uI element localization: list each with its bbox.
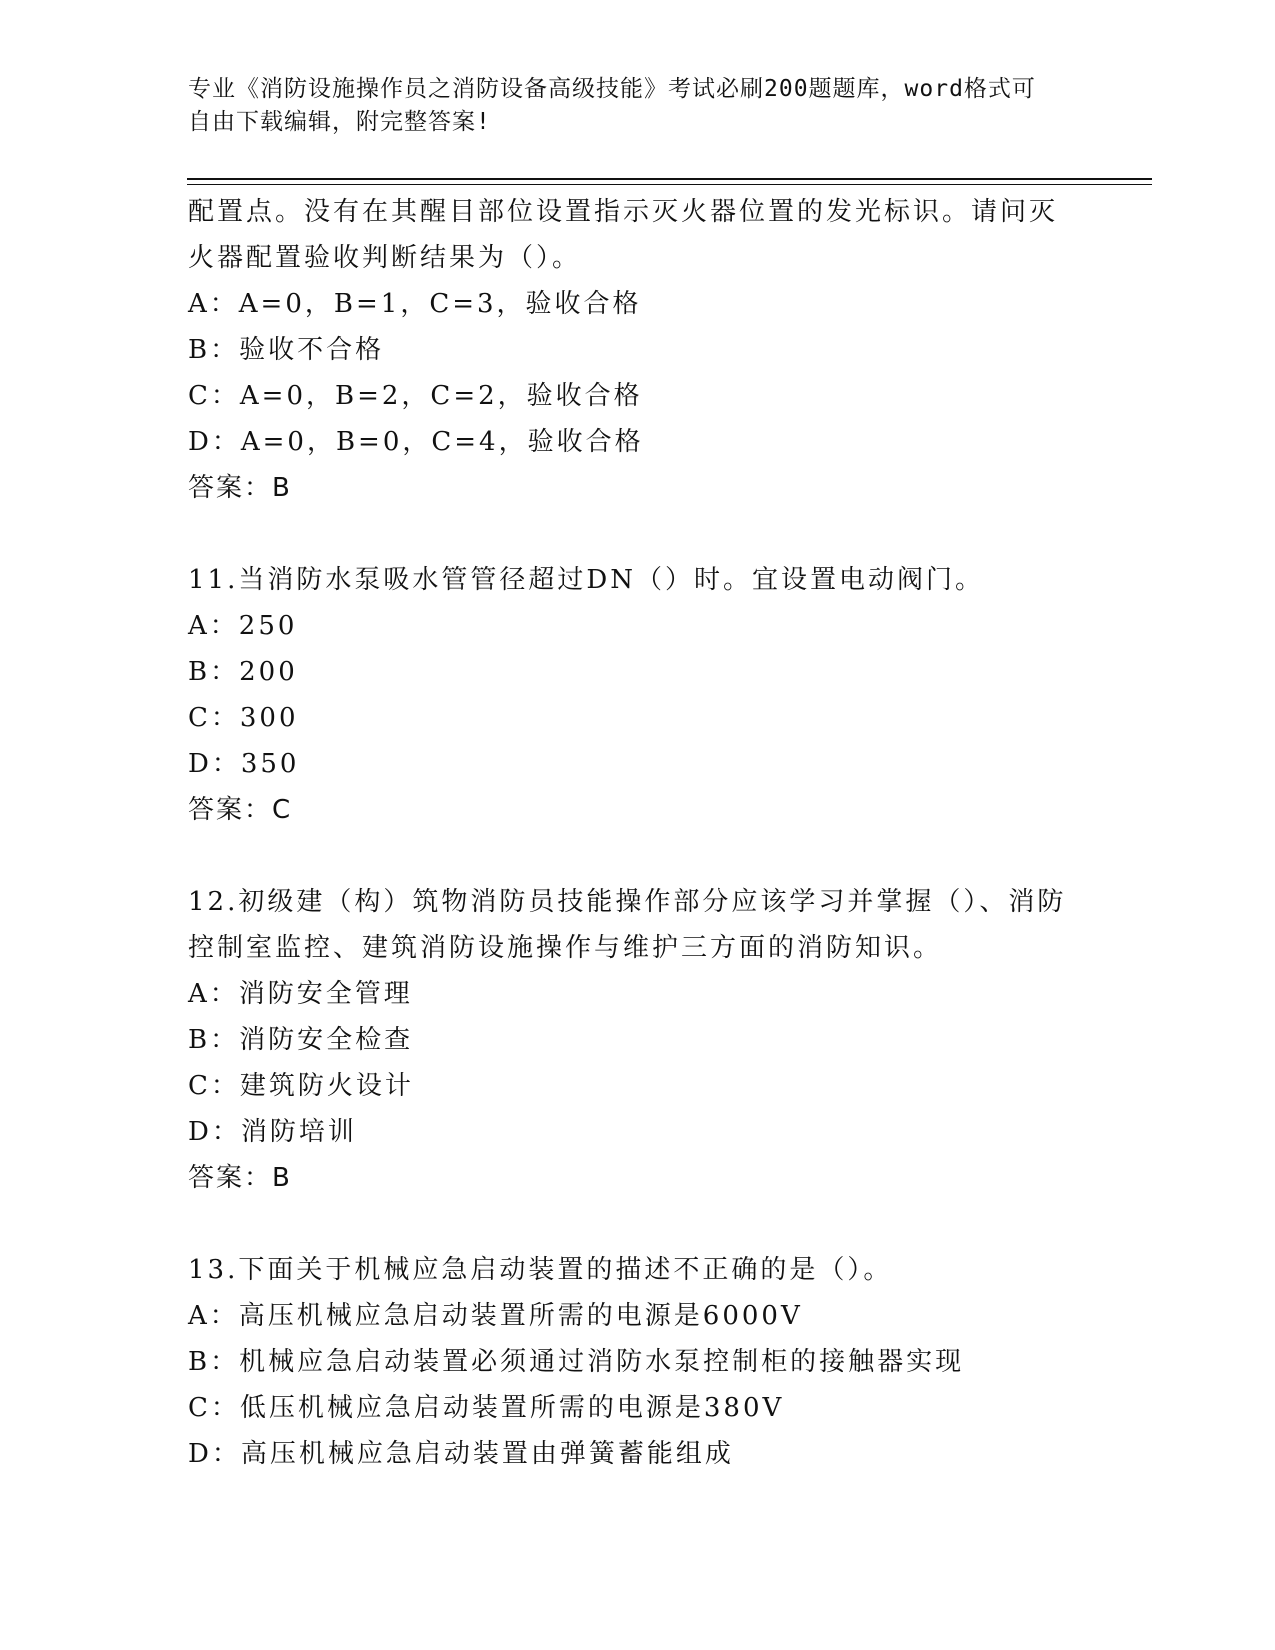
- question-10-option-a: A：A=0，B=1，C=3，验收合格: [188, 289, 642, 319]
- header-title-line-2: 自由下载编辑，附完整答案!: [188, 109, 491, 135]
- question-13-option-b: B：机械应急启动装置必须通过消防水泵控制柜的接触器实现: [188, 1347, 965, 1377]
- question-13-option-c: C：低压机械应急启动装置所需的电源是380V: [188, 1393, 785, 1423]
- question-11-stem-line-1: 11.当消防水泵吸水管管径超过DN（）时。宜设置电动阀门。: [188, 565, 984, 595]
- header-divider-thick: [187, 178, 1152, 180]
- question-12-option-b: B：消防安全检查: [188, 1025, 414, 1055]
- question-10-option-c: C：A=0，B=2，C=2，验收合格: [188, 381, 643, 411]
- question-12-option-d: D：消防培训: [188, 1117, 357, 1147]
- question-spacer: [188, 1201, 1088, 1247]
- question-spacer: [188, 833, 1088, 879]
- question-11-option-a: A：250: [188, 611, 298, 641]
- question-11: [188, 557, 1088, 833]
- question-12-option-c: C：建筑防火设计: [188, 1071, 414, 1101]
- question-10-option-b: B：验收不合格: [188, 335, 385, 365]
- question-spacer: [188, 511, 1088, 557]
- page-header: [188, 73, 1068, 139]
- question-12-answer: 答案：B: [188, 1163, 292, 1193]
- question-11-option-b: B：200: [188, 657, 298, 687]
- question-13: [188, 1247, 1088, 1477]
- question-10-stem-line-2: 火器配置验收判断结果为（）。: [188, 243, 582, 273]
- question-12-stem-line-1: 12.初级建（构）筑物消防员技能操作部分应该学习并掌握（）、消防: [188, 887, 1067, 917]
- question-10-stem-line-1: 配置点。没有在其醒目部位设置指示灭火器位置的发光标识。请问灭: [188, 197, 1059, 227]
- question-10: [188, 189, 1088, 511]
- question-10-answer: 答案：B: [188, 473, 292, 503]
- question-13-option-d: D：高压机械应急启动装置由弹簧蓄能组成: [188, 1439, 734, 1469]
- header-divider-thin: [187, 184, 1152, 185]
- header-title-line-1: 专业《消防设施操作员之消防设备高级技能》考试必刷200题题库，word格式可: [188, 76, 1036, 102]
- question-list: [188, 189, 1088, 1477]
- question-12: [188, 879, 1088, 1201]
- question-13-option-a: A：高压机械应急启动装置所需的电源是6000V: [188, 1301, 803, 1331]
- question-12-option-a: A：消防安全管理: [188, 979, 413, 1009]
- question-11-option-c: C：300: [188, 703, 299, 733]
- question-11-answer: 答案：C: [188, 795, 293, 825]
- question-13-stem-line-1: 13.下面关于机械应急启动装置的描述不正确的是（）。: [188, 1255, 893, 1285]
- question-11-option-d: D：350: [188, 749, 300, 779]
- question-12-stem-line-2: 控制室监控、建筑消防设施操作与维护三方面的消防知识。: [188, 933, 943, 963]
- question-10-option-d: D：A=0，B=0，C=4，验收合格: [188, 427, 644, 457]
